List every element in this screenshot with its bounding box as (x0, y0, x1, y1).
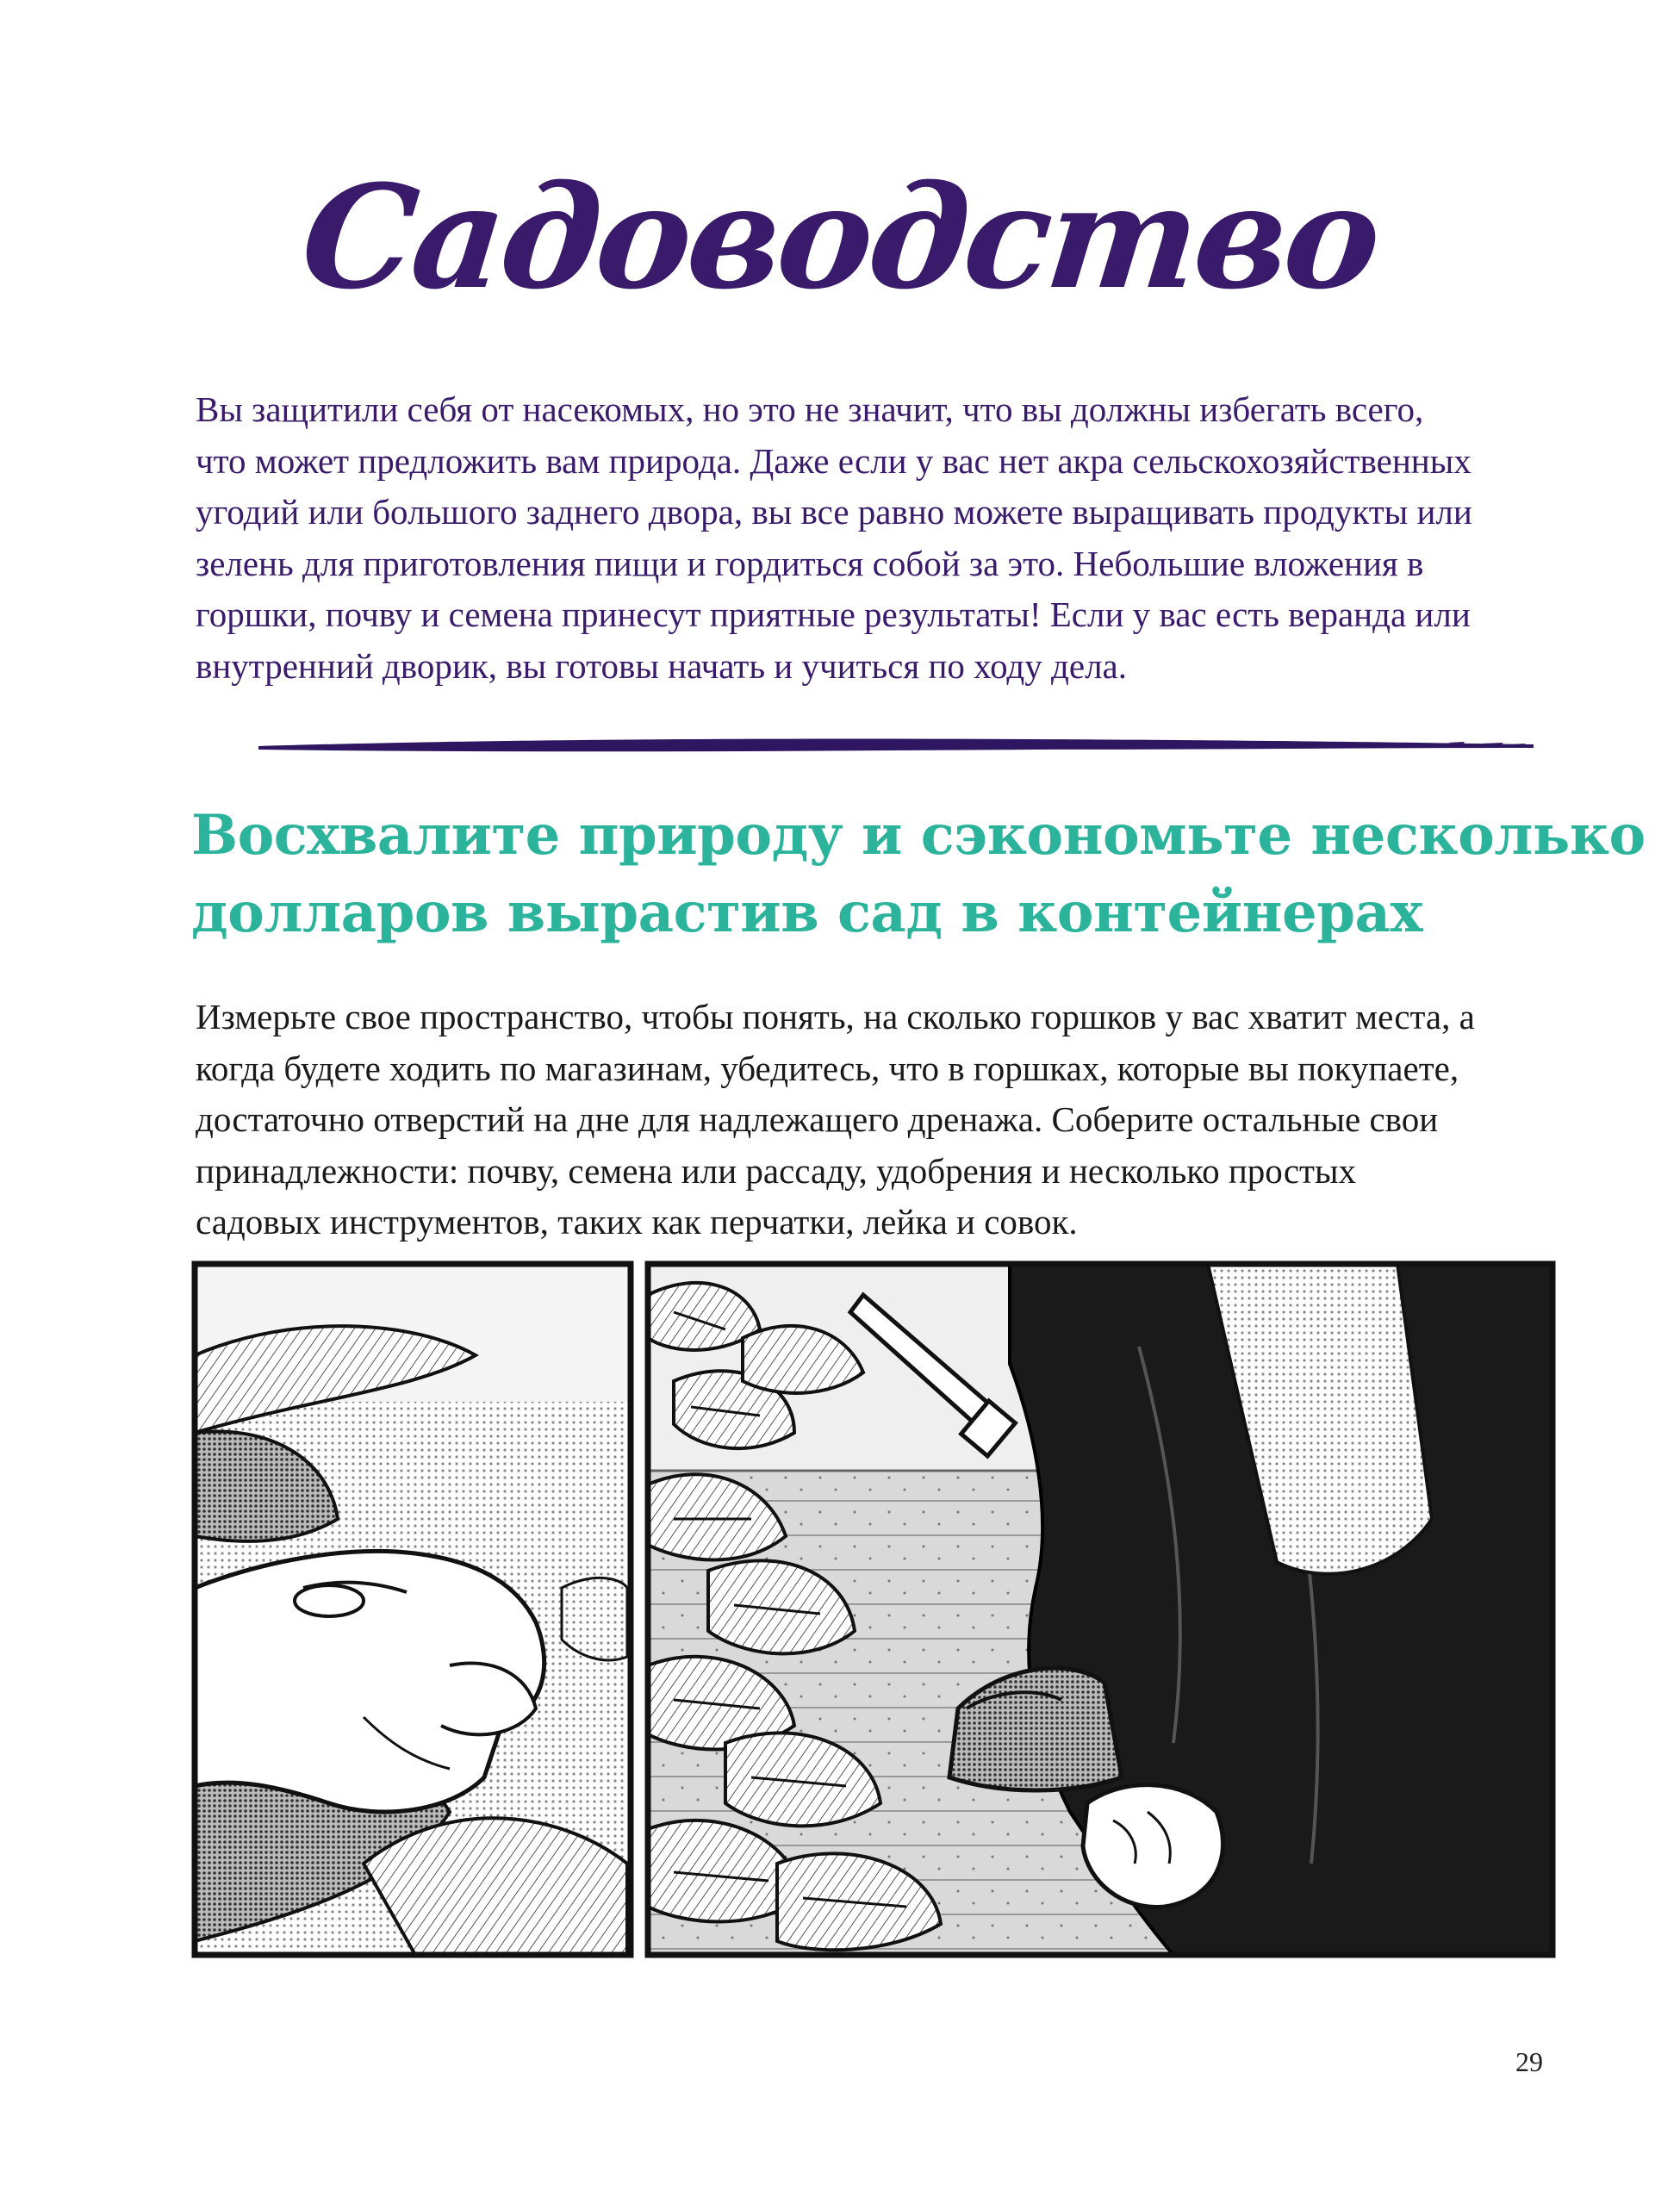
body-line: Измерьте свое пространство, чтобы понять, на сколько горшков у вас хватит места, а (196, 997, 1475, 1036)
intro-line: горшки, почву и семена принесут приятные результаты! Если у вас есть веранда или (196, 594, 1471, 634)
fist-shape (1083, 1785, 1223, 1908)
body-line: принадлежности: почву, семена или рассаду, удобрения и несколько простых (196, 1150, 1356, 1191)
body-paragraph (196, 992, 1660, 1248)
brush-divider (258, 732, 1534, 756)
intro-line: внутренний дворик, вы готовы начать и учиться по ходу дела. (196, 645, 1127, 686)
section-heading (191, 797, 1673, 952)
page-title: Садоводство (294, 153, 1386, 321)
page-number: 29 (1515, 2046, 1543, 2077)
body-line: садовых инструментов, таких как перчатки, лейка и совок. (196, 1202, 1078, 1242)
intro-line: Вы защитили себя от насекомых, но это не значит, что вы должны избегать всего, (196, 389, 1424, 429)
body-line: достаточно отверстий на дне для надлежащего дренажа. Соберите остальные свои (196, 1099, 1439, 1139)
comic-panel-right (648, 1264, 1552, 1955)
section-heading-line: Восхвалите природу и сэкономьте несколько (191, 803, 1646, 868)
intro-line: угодий или большого заднего двора, вы все равно можете выращивать продукты или (196, 492, 1472, 532)
comic-panel-left (195, 1264, 631, 1955)
leaf-shape (364, 1818, 627, 1955)
intro-paragraph (196, 384, 1660, 692)
comic-illustration (191, 1260, 1556, 1958)
body-line: когда будете ходить по магазинам, убедитесь, что в горшках, которые вы покупаете, (196, 1048, 1459, 1088)
intro-line: зелень для приготовления пищи и гордиться собой за это. Небольшие вложения в (196, 543, 1424, 583)
section-heading-line: долларов вырастив сад в контейнерах (191, 881, 1423, 945)
intro-line: что может предложить вам природа. Даже если у вас нет акра сельскохозяйственных (196, 440, 1472, 481)
